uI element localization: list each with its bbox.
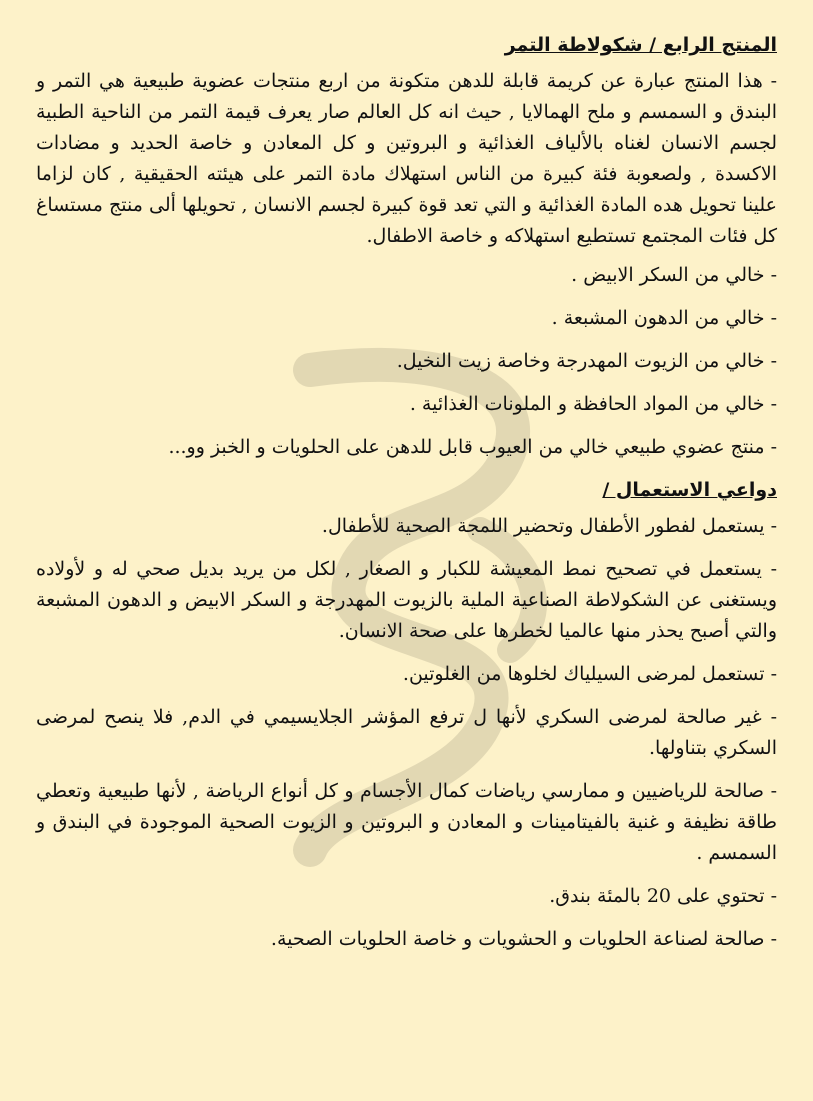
list-item: - يستعمل في تصحيح نمط المعيشة للكبار و الصغار , لكل من يريد بديل صحي له و لأولاده ويستغنى عن الشكولاطة الصناعية الملية بالزيوت المهدرجة و السكر الابيض و الدهون المشبعة والتي أصبح يحذر منها عالميا لخطرها على صحة الانسان.: [36, 558, 777, 642]
list-item: - خالي من الزيوت المهدرجة وخاصة زيت النخيل.: [396, 350, 777, 372]
list-item: - غير صالحة لمرضى السكري لأنها ل ترفع المؤشر الجلايسيمي في الدم, فلا ينصح لمرضى السكري بتناولها.: [36, 706, 777, 759]
list-item: - صالحة للرياضيين و ممارسي رياضات كمال الأجسام و كل أنواع الرياضة , لأنها طبيعية وتعطي طاقة نظيفة و غنية بالفيتامينات و المعادن و البروتين و الزيوت الصحية الموجودة في البندق و السمسم .: [36, 780, 777, 864]
list-item: - منتج عضوي طبيعي خالي من العيوب قابل للدهن على الحلويات و الخبز وو...: [168, 436, 777, 458]
list-item: - تحتوي على 20 بالمئة بندق.: [549, 885, 777, 907]
section-heading-product: المنتج الرابع / شكولاطة التمر: [504, 34, 777, 56]
document-page: [36, 30, 777, 967]
section-heading-usage: دواعي الاستعمال /: [602, 479, 777, 501]
list-item: - خالي من المواد الحافظة و الملونات الغذائية .: [409, 393, 777, 415]
list-item: - يستعمل لفطور الأطفال وتحضير اللمجة الصحية للأطفال.: [321, 515, 777, 537]
product-description: - هذا المنتج عبارة عن كريمة قابلة للدهن متكونة من اربع منتجات عضوية طبيعية هي التمر و البندق و السمسم و ملح الهمالايا , حيث انه كل العالم صار يعرف قيمة التمر من الناحية الطبية لجسم الانسان لغناه بالألياف الغذائية و البروتين و كل المعادن و خاصة الحديد و مضادات الاكسدة , ولصعوبة فئة كبيرة من الناس استهلاك مادة التمر على هيئته الحقيقية , كان لزاما علينا تحويل هده المادة الغذائية و التي تعد قوة كبيرة لجسم الانسان , تحويلها ألى منتج مستساغ كل فئات المجتمع تستطيع استهلاكه و خاصة الاطفال.: [36, 70, 777, 247]
list-item: - خالي من السكر الابيض .: [571, 264, 777, 286]
list-item: - خالي من الدهون المشبعة .: [551, 307, 777, 329]
list-item: - تستعمل لمرضى السيلياك لخلوها من الغلوتين.: [402, 663, 777, 685]
list-item: - صالحة لصناعة الحلويات و الحشويات و خاصة الحلويات الصحية.: [270, 928, 777, 950]
